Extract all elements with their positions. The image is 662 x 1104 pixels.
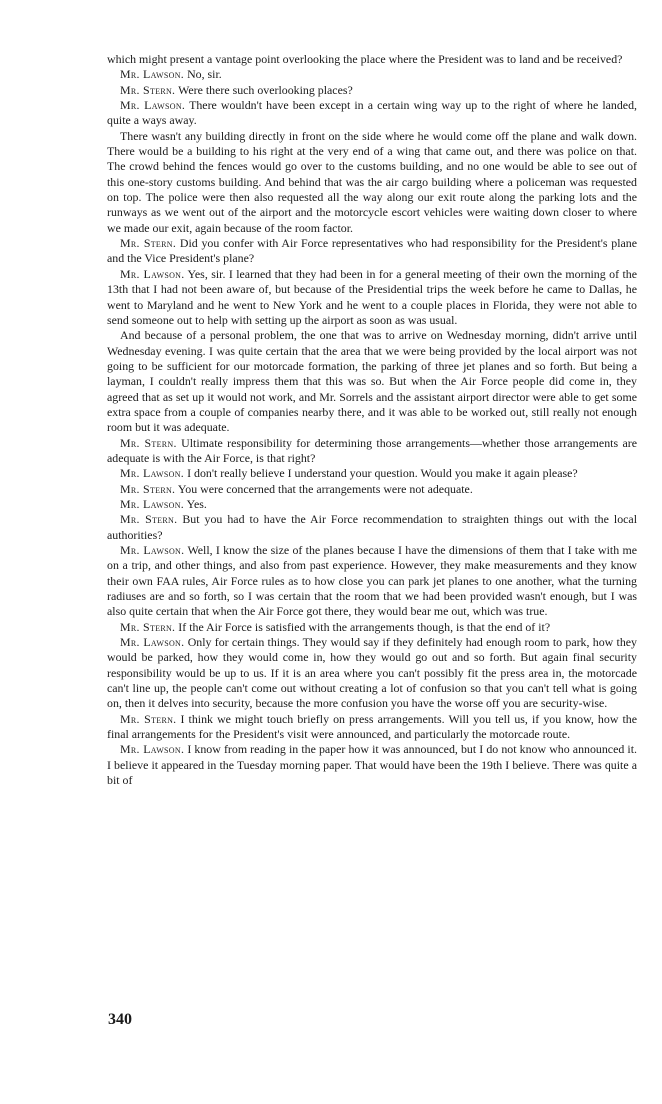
testimony-paragraph (107, 635, 637, 712)
paragraph-text: Only for certain things. They would say if they definitely had enough room to park, how they would be parked, how they would come in, how they would go out and so forth. But again final security responsibility would be up to us. If it is an area where you can't possibly fit the press area in, the motorcade can't line up, the people can't come out without creating a lot of confusion so that you can't tell what is going on, then it delves into security, because the more confusion you have the worse off you are security-wise. (107, 635, 637, 711)
paragraph-text: Well, I know the size of the planes because I have the dimensions of them that I take with me on a trip, and other things, and also from past experience. However, they make measurements and they know their own FAA rules, Air Force rules as to how close you can park jet planes to one another, what the turning radiuses are and so forth, so I was certain that the room that we had been provided wasn't enough, but I was also quite certain that when the Air Force got there, they would bear me out, which was true. (107, 543, 637, 619)
testimony-paragraph (107, 712, 637, 743)
testimony-paragraph (107, 436, 637, 467)
testimony-paragraph (107, 482, 637, 497)
paragraph-text: Did you confer with Air Force representatives who had responsibility for the President's plane and the Vice President's plane? (107, 236, 638, 266)
continuation-paragraph (107, 52, 637, 67)
paragraph-text: I know from reading in the paper how it was announced, but I do not know who announced it. I believe it appeared in the Tuesday morning paper. That would have been the 19th I believe. There was quite a bit of (107, 742, 637, 788)
testimony-paragraph (107, 620, 637, 635)
paragraph-text: No, sir. (184, 67, 222, 82)
speaker-name: Mr. Stern. (120, 82, 176, 97)
speaker-name: Mr. Lawson. (120, 496, 185, 511)
speaker-name: Mr. Stern. (120, 481, 176, 496)
paragraph-text: But you had to have the Air Force recommendation to straighten things out with the local authorities? (107, 512, 637, 542)
paragraph-text: If the Air Force is satisfied with the arrangements though, is that the end of it? (175, 619, 551, 634)
testimony-paragraph (107, 497, 637, 512)
speaker-name: Mr. Stern. (120, 711, 177, 726)
speaker-name: Mr. Stern. (120, 435, 177, 450)
testimony-paragraph (107, 98, 637, 129)
speaker-name: Mr. Stern. (120, 619, 176, 634)
paragraph-text: which might present a vantage point overlooking the place where the President was to land and be received? (107, 52, 623, 66)
testimony-paragraph (107, 512, 637, 543)
testimony-paragraph (107, 67, 637, 82)
speaker-name: Mr. Lawson. (120, 266, 185, 281)
testimony-paragraph (107, 83, 637, 98)
testimony-paragraph (107, 543, 637, 620)
paragraph-text: I think we might touch briefly on press arrangements. Will you tell us, if you know, how the final arrangements for the President's visit were announced, and particularly the motorcade route. (107, 711, 638, 742)
speaker-name: Mr. Lawson. (120, 742, 185, 757)
speaker-name: Mr. Lawson. (120, 67, 185, 82)
testimony-paragraph (107, 466, 637, 481)
speaker-name: Mr. Lawson. (120, 543, 185, 557)
transcript-page (107, 52, 637, 789)
speaker-name: Mr. Lawson. (120, 635, 185, 650)
continuation-paragraph (107, 328, 637, 435)
speaker-name: Mr. Lawson. (120, 98, 186, 113)
testimony-paragraph (107, 267, 637, 328)
paragraph-text: Were there such overlooking places? (175, 82, 353, 97)
continuation-paragraph (107, 129, 637, 236)
page-number: 340 (108, 1011, 132, 1028)
paragraph-text: There wouldn't have been except in a certain wing way up to the right of where he landed, quite a ways away. (107, 98, 637, 128)
paragraph-text: Yes. (184, 496, 207, 511)
speaker-name: Mr. Stern. (120, 512, 178, 527)
paragraph-text: Yes, sir. I learned that they had been in for a general meeting of their own the morning of the 13th that I had not been aware of, but because of the Presidential trips the week before he came to Dallas, he went to Maryland and he went to New York and he went to a couple places in Florida, they were not able to send someone out to help with setting up the airport as soon as was usual. (107, 266, 637, 327)
paragraph-text: You were concerned that the arrangements were not adequate. (175, 481, 473, 496)
paragraph-text: I don't really believe I understand your question. Would you make it again please? (184, 466, 578, 481)
paragraph-text: There wasn't any building directly in front on the side where he would come off the plane and walk down. There would be a building to his right at the very end of a wing that came out, and there was police on that. The crowd behind the fences would go over to the customs building, and no one would be able to see out of this one-story customs building. And behind that was the air cargo building where a policeman was requested on top. The police were then also requested all the way along our exit route along the parking lots and the runways as we went out of the airport and the motorcycle escort vehicles were waiting down closer to where we made our exit, again because of the room factor. (107, 128, 637, 235)
testimony-paragraph (107, 236, 637, 267)
testimony-paragraph (107, 742, 637, 788)
paragraph-text: Ultimate responsibility for determining those arrangements—whether those arrangements are adequate is with the Air Force, is that right? (107, 435, 637, 465)
speaker-name: Mr. Stern. (120, 236, 177, 251)
paragraph-text: And because of a personal problem, the one that was to arrive on Wednesday morning, didn't arrive until Wednesday evening. I was quite certain that the area that we were being provided by the local airport was not going to be sufficient for our motorcade formation, the parking of three jet planes and so forth. But being a layman, I couldn't really impress them that this was so. But when the Air Force people did come in, they agreed that as set up it would not work, and Mr. Sorrels and the assistant airport director were able to get some extra space from a couple of companies nearby there, and it was able to be worked out, still really not enough room but it was adequate. (107, 328, 637, 435)
speaker-name: Mr. Lawson. (120, 466, 185, 481)
